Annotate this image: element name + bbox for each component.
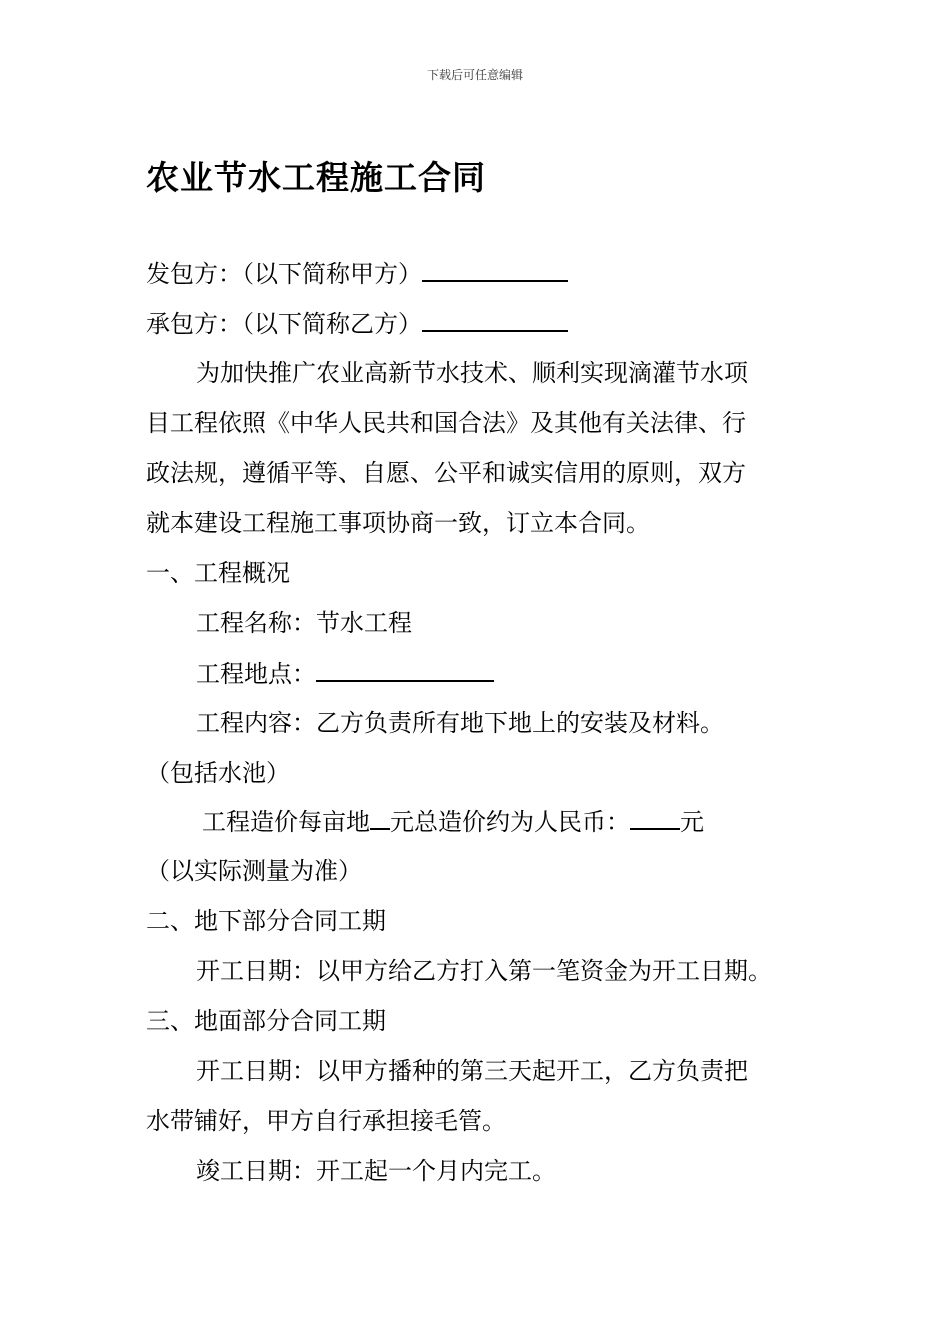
preamble-line-2: 目工程依照《中华人民共和国合法》及其他有关法律、行 <box>146 409 746 437</box>
party-a-line <box>146 258 806 289</box>
preamble-line-4: 就本建设工程施工事项协商一致，订立本合同。 <box>146 509 650 537</box>
party-b-label: 承包方：（以下简称乙方） <box>146 310 422 338</box>
price-note: （以实际测量为准） <box>146 857 362 885</box>
section-2-heading: 二、地下部分合同工期 <box>146 907 386 935</box>
price-per-mu-blank <box>370 806 390 830</box>
section-3-heading: 三、地面部分合同工期 <box>146 1007 386 1035</box>
section-1-heading: 一、工程概况 <box>146 559 290 587</box>
project-name: 工程名称：节水工程 <box>196 609 412 637</box>
document-title: 农业节水工程施工合同 <box>146 158 486 197</box>
party-a-blank <box>422 258 568 282</box>
project-price-line <box>202 806 862 837</box>
project-content-line-2: （包括水池） <box>146 759 290 787</box>
preamble-line-3: 政法规，遵循平等、自愿、公平和诚实信用的原则，双方 <box>146 459 746 487</box>
price-text-3: 元 <box>680 808 704 836</box>
section-3-start-line-1: 开工日期：以甲方播种的第三天起开工，乙方负责把 <box>196 1057 748 1085</box>
project-site-line <box>196 658 856 689</box>
section-2-start-date: 开工日期：以甲方给乙方打入第一笔资金为开工日期。 <box>196 957 772 985</box>
party-b-line <box>146 308 806 339</box>
page-header: 下载后可任意编辑 <box>426 68 523 82</box>
price-text-2: 元总造价约为人民币： <box>390 808 630 836</box>
party-a-label: 发包方：（以下简称甲方） <box>146 260 422 288</box>
preamble-line-1: 为加快推广农业高新节水技术、顺利实现滴灌节水项 <box>196 359 748 387</box>
total-price-blank <box>630 806 680 830</box>
section-3-finish-date: 竣工日期：开工起一个月内完工。 <box>196 1157 556 1185</box>
project-site-blank <box>316 658 494 682</box>
party-b-blank <box>422 308 568 332</box>
price-text-1: 工程造价每亩地 <box>202 808 370 836</box>
project-content-line-1: 工程内容：乙方负责所有地下地上的安装及材料。 <box>196 709 724 737</box>
project-site-label: 工程地点： <box>196 660 316 688</box>
section-3-start-line-2: 水带铺好，甲方自行承担接毛管。 <box>146 1107 506 1135</box>
